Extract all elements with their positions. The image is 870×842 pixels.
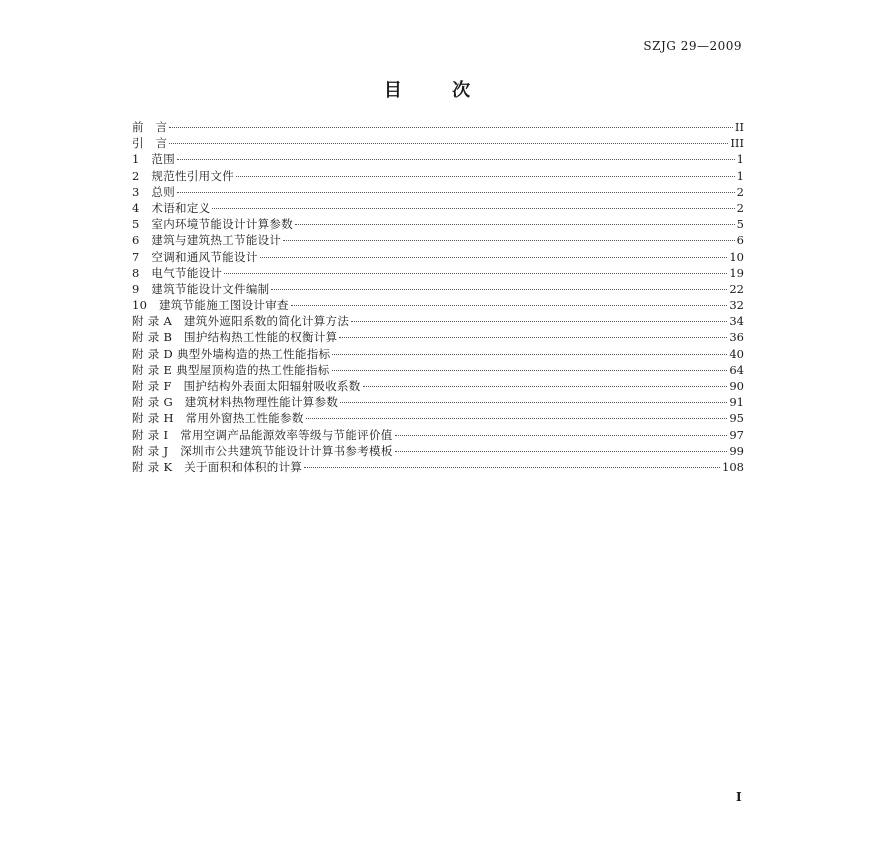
toc-entry-page: 97 [729,427,744,442]
toc-entry-label: 附 录 I 常用空调产品能源效率等级与节能评价值 [132,427,393,442]
toc-entry[interactable] [132,329,744,345]
toc-entry-label: 2 规范性引用文件 [132,168,235,183]
toc-entry-label: 4 术语和定义 [132,200,211,215]
toc-leader-dots [304,467,720,468]
toc-entry-page: 1 [736,152,744,167]
toc-leader-dots [283,240,734,241]
toc-entry[interactable] [132,265,744,281]
toc-leader-dots [306,418,728,419]
toc-entry-label: 附 录 E 典型屋顶构造的热工性能指标 [132,362,330,377]
toc-entry-page: III [730,136,744,151]
toc-leader-dots [177,192,735,193]
toc-entry-label: 7 空调和通风节能设计 [132,249,258,264]
page-title: 目 次 [383,80,493,101]
toc-entry-page: 64 [729,362,744,377]
toc-entry-label: 6 建筑与建筑热工节能设计 [132,233,282,248]
toc-entry[interactable] [132,281,744,297]
toc-entry-page: 5 [736,217,744,232]
page-number: I [736,790,742,804]
toc-entry-page: II [734,120,744,134]
toc-entry[interactable] [132,297,744,313]
toc-entry-label: 附 录 F 围护结构外表面太阳辐射吸收系数 [132,379,361,393]
toc-entry[interactable] [132,151,744,167]
toc-entry-page: 1 [736,168,744,183]
toc-leader-dots [395,451,728,452]
toc-entry[interactable] [132,427,744,443]
toc-entry-label: 引 言 [132,136,168,151]
toc-entry[interactable] [132,232,744,248]
toc-entry-label: 附 录 H 常用外窗热工性能参数 [132,411,304,426]
toc-entry[interactable] [132,443,744,459]
toc-entry[interactable] [132,249,744,265]
toc-entry-page: 6 [736,233,744,248]
toc-leader-dots [212,208,734,209]
toc-entry-page: 22 [729,281,744,296]
toc-entry-label: 8 电气节能设计 [132,265,223,280]
toc-entry-label: 3 总则 [132,184,176,199]
toc-entry-label: 1 范围 [132,152,176,167]
toc-leader-dots [236,176,735,177]
toc-leader-dots [260,257,728,258]
toc-leader-dots [224,273,727,274]
toc-entry-page: 91 [729,395,744,410]
toc-leader-dots [395,435,728,436]
toc-leader-dots [340,402,727,403]
toc-entry-page: 95 [729,411,744,426]
toc-entry-label: 5 室内环境节能设计计算参数 [132,217,294,232]
toc-leader-dots [169,143,728,144]
toc-leader-dots [295,224,735,225]
toc-entry-page: 90 [729,379,744,393]
toc-entry-label: 附 录 G 建筑材料热物理性能计算参数 [132,395,339,410]
toc-leader-dots [332,354,727,355]
toc-leader-dots [351,321,727,322]
toc-leader-dots [169,127,733,128]
toc-entry-label: 9 建筑节能设计文件编制 [132,281,270,296]
toc-entry-page: 36 [729,330,744,345]
document-code: SZJG 29—2009 [643,39,742,53]
toc-entry-page: 99 [729,443,744,458]
toc-entry-page: 2 [736,200,744,215]
toc-entry-label: 10 建筑节能施工图设计审查 [132,298,289,313]
toc-entry[interactable] [132,410,744,426]
toc-entry-label: 附 录 A 建筑外遮阳系数的简化计算方法 [132,314,350,329]
toc-entry-page: 19 [729,265,744,280]
toc-entry[interactable] [132,362,744,378]
toc-leader-dots [339,337,727,338]
toc-entry[interactable] [132,346,744,362]
toc-entry-page: 10 [729,249,744,264]
toc-leader-dots [271,289,727,290]
toc-leader-dots [291,305,728,306]
toc-entry[interactable] [132,200,744,216]
toc-leader-dots [363,386,728,387]
toc-entry[interactable] [132,313,744,329]
toc-entry[interactable] [132,184,744,200]
toc-entry-page: 108 [722,459,744,474]
toc-entry-label: 附 录 K 关于面积和体积的计算 [132,459,303,474]
toc-entry[interactable] [132,216,744,232]
toc-leader-dots [177,159,735,160]
toc-entry-page: 2 [736,184,744,199]
toc-entry[interactable] [132,119,744,135]
toc-entry[interactable] [132,168,744,184]
toc-entry-label: 附 录 B 围护结构热工性能的权衡计算 [132,330,338,345]
toc-entry-label: 前 言 [132,120,168,134]
toc-entry[interactable] [132,459,744,475]
toc-entry-page: 34 [729,314,744,329]
toc-entry[interactable] [132,135,744,151]
toc-entry[interactable] [132,378,744,394]
toc-entry-label: 附 录 J 深圳市公共建筑节能设计计算书参考模板 [132,443,393,458]
toc-leader-dots [332,370,728,371]
toc-entry[interactable] [132,394,744,410]
toc-entry-label: 附 录 D 典型外墙构造的热工性能指标 [132,346,331,361]
toc-entry-page: 32 [729,298,744,313]
table-of-contents [132,119,744,475]
toc-entry-page: 40 [729,346,744,361]
